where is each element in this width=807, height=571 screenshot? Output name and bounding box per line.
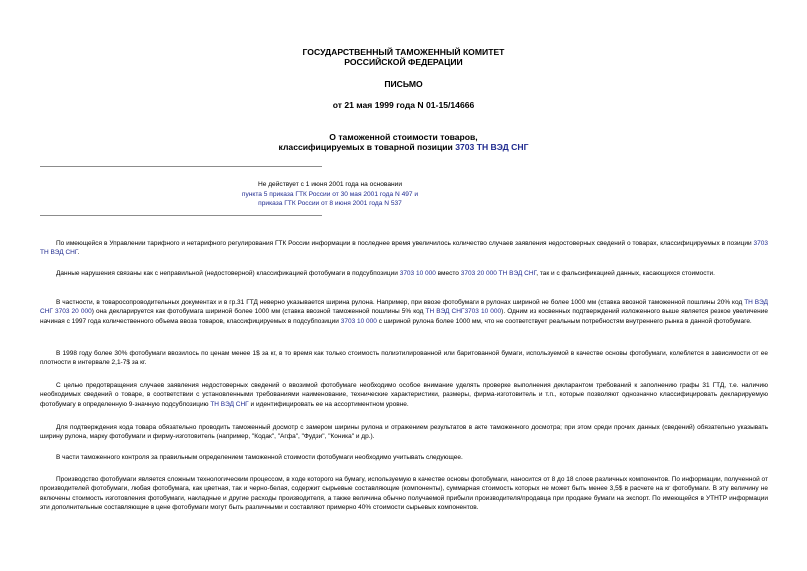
p1-text-b: .	[77, 249, 80, 257]
status-line-1: Не действует с 1 июня 2001 года на основании	[257, 181, 403, 188]
p5-text-tail: и идентифицировать ее на ассортиментном уровне.	[248, 400, 409, 408]
p3-link-3703-10-000[interactable]: ТН ВЭД СНГ3703 10 000	[425, 308, 502, 316]
p3-text-b: ) она декларируется как фотобумага шириной более 1000 мм (ставка ввозной таможенной пошлины 5% код	[91, 308, 426, 316]
subject-link-3703[interactable]: 3703 ТН ВЭД СНГ	[455, 142, 529, 152]
p3-text-d: с шириной рулона более 1000 мм, что не соответствует реальным потребностям внутреннего рынка в данной фотобумаге.	[376, 317, 752, 325]
paragraph-1	[40, 239, 768, 258]
status-link-order-497[interactable]: пункта 5 приказа ГТК России от 30 мая 2001 года N 497 и	[241, 190, 419, 198]
document-date-number: от 21 мая 1999 года N 01-15/14666	[332, 100, 475, 110]
status-rule-top	[40, 166, 322, 167]
p3-text-a: В частности, в товаросопроводительных документах и в гр.31 ГТД неверно указывается ширина рулона. Например, при ввозе фотобумаги в рулонах шириной не более 1000 мм (ставка ввозной таможенной пошлины 20% код	[56, 299, 745, 306]
paragraph-6: Для подтверждения кода товара обязательно проводить таможенный досмотр с замером ширины рулона и отражением результатов в акте таможенного досмотра; при этом среди прочих данных (сведений) обязательно указывать ширину рулона, марку фотобумаги и фирму-изготовитель (например, "Кодак", "Агфа", "Фудзи", "Коника" и др.).	[40, 424, 768, 441]
paragraph-5	[40, 381, 768, 409]
p1-text-a: По имеющейся в Управлении тарифного и нетарифного регулирования ГТК России информации в последнее время увеличилось количество случаев заявления недостоверных сведений о товарах, классифицируемых в позиции	[56, 240, 754, 247]
p5-text: С целью предотвращения случаев заявления недостоверных сведений о ввозимой фотобумаге необходимо особое внимание уделять проверке выполнения декларантом требований к заполнению графы 31 ГТД, т.е. наличию необходимых сведений о товаре, в соответствии с установленными требованиями наименование, технические характеристики, размеры, фирма-изготовитель и т.п., которые позволяют однозначно классифицировать декларируемую фотобумагу в определенную 9-значную подсубпозицию	[40, 382, 768, 408]
paragraph-4: В 1998 году более 30% фотобумаги ввозилось по ценам менее 1$ за кг, в то время как только стоимость полиэтилированной или баритованной бумаги, используемой в качестве основы фотобумаги, колеблется в зависимости от ее плотности в интервале 2,1-7$ за кг.	[40, 350, 768, 367]
p2-link-3703-20-000[interactable]: 3703 20 000 ТН ВЭД СНГ	[460, 270, 537, 277]
issuer-line-1: ГОСУДАРСТВЕННЫЙ ТАМОЖЕННЫЙ КОМИТЕТ	[302, 47, 505, 57]
paragraph-7: В части таможенного контроля за правильным определением таможенной стоимости фотобумаги необходимо учитывать следующее.	[56, 454, 463, 461]
status-rule-bottom	[40, 215, 322, 216]
status-block	[40, 180, 620, 209]
paragraph-3	[40, 298, 768, 326]
p2-text-b: вместо	[435, 270, 461, 277]
status-link-order-537[interactable]: приказа ГТК России от 8 июня 2001 года N 537	[258, 200, 402, 207]
p5-link-tn-ved[interactable]: ТН ВЭД СНГ	[210, 400, 249, 408]
p3-link-3703-20-000[interactable]: ТН ВЭД СНГ 3703 20 000	[40, 299, 768, 316]
document-type: ПИСЬМО	[384, 79, 423, 89]
p3-text-c: ). Одним из косвенных подтверждений изложенного выше является резкое увеличение начиная с 1997 года количественного объема ввоза товаров, классифицируемых в подсубпозиции	[40, 308, 768, 325]
paragraph-2	[40, 269, 768, 278]
issuer-line-2: РОССИЙСКОЙ ФЕДЕРАЦИИ	[344, 57, 463, 67]
subject-text: классифицируемых в товарной позиции	[278, 142, 456, 152]
p3-link-3703-10-000-b[interactable]: 3703 10 000	[340, 317, 377, 325]
document-subject-line-2	[0, 142, 807, 153]
p1-link-3703[interactable]: 3703 ТН ВЭД СНГ	[40, 240, 768, 257]
paragraph-8: Производство фотобумаги является сложным технологическим процессом, в ходе которого на бумагу, используемую в качестве основы фотобумаги, наносится от 8 до 18 слоев различных компонентов. По информации, полученной от производителей фотобумаги, любая фотобумага, как цветная, так и черно-белая, содержит сырьевые составляющие (компоненты), суммарная стоимость которых не может быть менее 3,5$ в расчете на кг фотобумаги. В эту величину не включены стоимость изготовления фотобумаги, накладные и другие расходы производителя, а также величина обычно получаемой прибыли производителя/продавца при продаже бумаги на экспорт. По имеющейся в УТНТР информации эти дополнительные составляющие в цене фотобумаги могут быть различными и составляют примерно 40% стоимости сырьевых компонентов.	[40, 476, 768, 511]
p2-text-a: Данные нарушения связаны как с неправильной (недостоверной) классификацией фотобумаги в подсубпозиции	[56, 270, 400, 277]
document-subject-line-1: О таможенной стоимости товаров,	[329, 132, 478, 142]
p2-text-c: , так и с фальсификацией данных, касающихся стоимости.	[536, 270, 715, 277]
p2-link-3703-10-000[interactable]: 3703 10 000	[399, 270, 436, 277]
